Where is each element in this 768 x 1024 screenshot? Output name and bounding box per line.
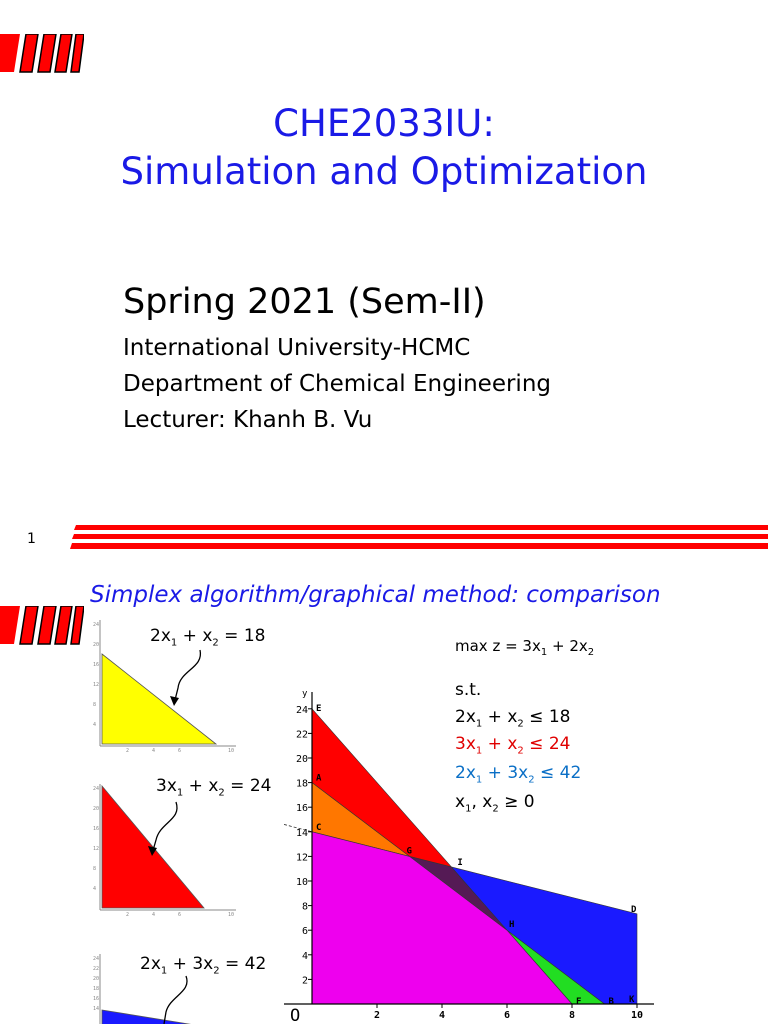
point-label-b: B xyxy=(608,997,614,1007)
point-label-f: F xyxy=(576,997,582,1007)
y-axis-label: y xyxy=(302,689,308,699)
y-tick-label: 18 xyxy=(295,778,308,790)
svg-text:16: 16 xyxy=(93,996,100,1002)
point-label-i: I xyxy=(457,857,463,868)
svg-text:10: 10 xyxy=(228,748,235,752)
svg-text:4: 4 xyxy=(152,912,156,916)
y-tick-label: 4 xyxy=(301,950,308,962)
eq-term: + x xyxy=(482,707,518,727)
eq-rhs: = 18 xyxy=(218,626,266,646)
eq-term: + 3x xyxy=(482,763,529,783)
eq-rhs: = 24 xyxy=(224,776,272,796)
eq-term: 2x xyxy=(140,954,161,974)
eq-rhs: ≤ 18 xyxy=(523,707,571,727)
svg-text:24: 24 xyxy=(93,956,100,962)
svg-text:4: 4 xyxy=(93,722,97,728)
subject-to-label: s.t. xyxy=(455,680,482,700)
eq-rhs: ≤ 24 xyxy=(523,734,571,754)
eq-sub: 1 xyxy=(540,647,548,658)
term-heading: Spring 2021 (Sem-II) xyxy=(123,282,486,322)
eq-term: 2x xyxy=(455,707,476,727)
y-tick-label: 10 xyxy=(295,877,308,888)
eq-term: + x xyxy=(482,734,518,754)
y-tick-label: 20 xyxy=(295,754,308,765)
point-label-g: G xyxy=(406,846,412,857)
eq-term: + 3x xyxy=(167,954,214,974)
eq-term: max z = 3x xyxy=(455,637,541,655)
arrow-3 xyxy=(150,974,200,1024)
eq-term: 2x xyxy=(455,763,476,783)
eq-rhs: ≥ 0 xyxy=(498,792,535,812)
point-label-e: E xyxy=(316,703,322,714)
x-tick-label: 6 xyxy=(503,1010,511,1021)
eq-sub: 2 xyxy=(517,718,524,730)
y-tick-label: 16 xyxy=(295,803,308,815)
svg-text:4: 4 xyxy=(93,886,97,892)
comparison-slide xyxy=(0,560,768,1024)
eq-term: + x xyxy=(177,626,213,646)
course-title xyxy=(0,100,768,196)
point-label-k: K xyxy=(629,995,635,1005)
stripes-logo xyxy=(0,606,84,646)
eq-sub: 2 xyxy=(587,647,595,658)
y-tick-label: 8 xyxy=(301,901,308,913)
svg-text:16: 16 xyxy=(93,826,100,832)
eq-sub: 2 xyxy=(218,787,225,799)
svg-text:6: 6 xyxy=(178,748,182,752)
course-name: Simulation and Optimization xyxy=(120,150,648,193)
point-label-a: A xyxy=(316,773,322,784)
eq-sub: 2 xyxy=(528,774,535,786)
mini-equation-1 xyxy=(150,626,265,648)
svg-text:20: 20 xyxy=(93,976,100,982)
eq-term: 3x xyxy=(156,776,177,796)
eq-term: 2x xyxy=(150,626,171,646)
eq-rhs: ≤ 42 xyxy=(534,763,582,783)
eq-term: x xyxy=(455,792,466,812)
x-tick-label: 2 xyxy=(373,1010,381,1021)
y-tick-label: 2 xyxy=(301,975,308,987)
y-tick-label: 24 xyxy=(295,704,308,716)
objective-function xyxy=(455,637,594,658)
page-number: 1 xyxy=(27,531,36,547)
eq-rhs: = 42 xyxy=(219,954,267,974)
x-tick-label: 8 xyxy=(568,1010,576,1021)
eq-sub: 2 xyxy=(212,637,219,649)
eq-sub: 2 xyxy=(213,965,220,977)
eq-sub: 1 xyxy=(465,803,472,815)
lecturer-text: Lecturer: Khanh B. Vu xyxy=(123,407,373,433)
course-code: CHE2033IU: xyxy=(273,102,495,145)
point-label-c: C xyxy=(316,822,322,833)
svg-text:2: 2 xyxy=(126,748,130,752)
svg-text:20: 20 xyxy=(93,806,100,812)
eq-sub: 1 xyxy=(160,965,168,977)
university-text: International University-HCMC xyxy=(123,335,471,361)
eq-sub: 2 xyxy=(492,803,499,815)
stripes-logo xyxy=(0,34,84,74)
department-text: Department of Chemical Engineering xyxy=(123,371,551,397)
origin-label: O xyxy=(290,1006,301,1024)
eq-term: 3x xyxy=(455,734,476,754)
y-tick-label: 6 xyxy=(301,926,308,938)
mini-equation-2 xyxy=(156,776,271,798)
svg-text:12: 12 xyxy=(93,682,100,688)
svg-text:16: 16 xyxy=(93,662,100,668)
point-label-d: D xyxy=(631,904,637,915)
svg-text:8: 8 xyxy=(93,702,97,708)
svg-text:20: 20 xyxy=(93,642,100,648)
eq-sub: 1 xyxy=(176,787,184,799)
svg-text:10: 10 xyxy=(228,912,235,916)
svg-text:24: 24 xyxy=(93,786,100,792)
point-label-h: H xyxy=(509,920,515,931)
svg-text:6: 6 xyxy=(178,912,182,916)
svg-text:18: 18 xyxy=(93,986,100,992)
svg-text:4: 4 xyxy=(152,748,156,752)
svg-text:14: 14 xyxy=(93,1006,100,1012)
eq-sub: 2 xyxy=(517,745,524,757)
y-tick-label: 14 xyxy=(295,827,308,839)
slide-title: Simplex algorithm/graphical method: comparison xyxy=(90,582,661,608)
y-tick-label: 12 xyxy=(295,852,308,864)
x-tick-label: 10 xyxy=(630,1010,644,1021)
svg-text:24: 24 xyxy=(93,622,100,628)
svg-text:8: 8 xyxy=(93,866,97,872)
feasible-region-chart xyxy=(284,688,654,1024)
eq-sub: 1 xyxy=(475,774,483,786)
eq-sub: 1 xyxy=(475,718,483,730)
eq-term: + 2x xyxy=(547,637,588,655)
arrow-1 xyxy=(160,648,210,710)
eq-term: , x xyxy=(471,792,493,812)
eq-sub: 1 xyxy=(475,745,483,757)
svg-text:12: 12 xyxy=(93,846,100,852)
svg-text:22: 22 xyxy=(93,966,100,972)
eq-sub: 1 xyxy=(170,637,178,649)
footer-stripes xyxy=(70,524,768,554)
y-tick-label: 22 xyxy=(295,729,308,741)
svg-text:2: 2 xyxy=(126,912,130,916)
arrow-2 xyxy=(140,800,190,862)
x-tick-label: 4 xyxy=(438,1010,446,1021)
eq-term: + x xyxy=(183,776,219,796)
